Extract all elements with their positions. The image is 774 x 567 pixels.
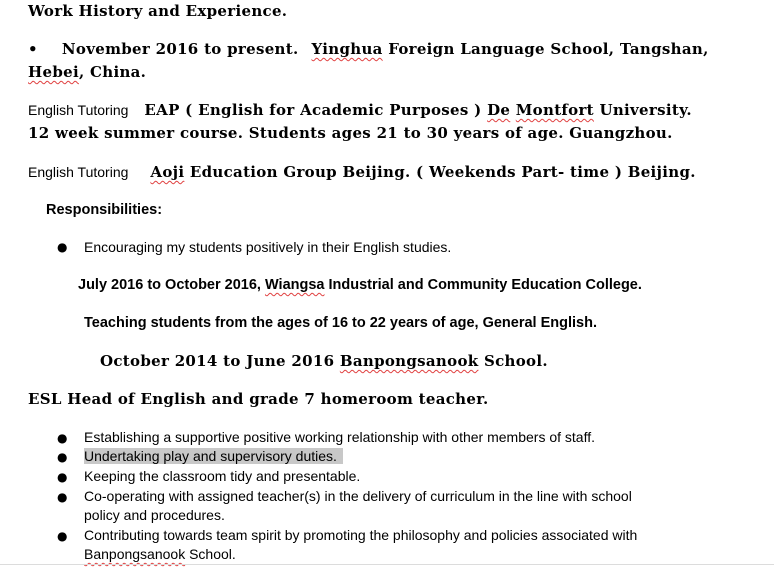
- university-name-part: Montfort: [515, 101, 594, 119]
- entry-wiangsa-desc: Teaching students from the ages of 16 to 22 years of age, General English.: [84, 315, 598, 331]
- responsibilities-label: Responsibilities:: [46, 202, 163, 218]
- entry-label: English Tutoring: [28, 164, 129, 180]
- entry-dates: November 2016 to present.: [61, 40, 299, 58]
- entry-text: EAP ( English for Academic Purposes ): [144, 101, 488, 119]
- bullet-icon: ●: [57, 470, 68, 484]
- list-item: Encouraging my students positively in their English studies.: [84, 239, 452, 255]
- entry-text: University.: [593, 101, 692, 119]
- university-name-part: De: [487, 101, 511, 119]
- list-item-continuation: [84, 545, 236, 564]
- entry-banpongsanook: [100, 351, 548, 371]
- entry-demontfort-line1: [28, 100, 692, 121]
- entry-label: English Tutoring: [28, 102, 129, 118]
- entry-aoji: [28, 162, 696, 183]
- selected-text[interactable]: Undertaking play and supervisory duties.: [84, 448, 343, 464]
- list-item: Co-operating with assigned teacher(s) in the delivery of curriculum in the line with school: [84, 488, 632, 504]
- list-item: Establishing a supportive positive working relationship with other members of staff.: [84, 429, 595, 445]
- entry-text: Education Group Beijing. ( Weekends Part- time ) Beijing.: [184, 163, 696, 181]
- entry-yinghua-line2: [28, 62, 146, 82]
- bullet-icon: ●: [57, 240, 68, 254]
- page-bottom-edge: [0, 564, 774, 565]
- entry-demontfort-line2: 12 week summer course. Students ages 21 to 30 years of age. Guangzhou.: [28, 124, 673, 142]
- entry-text: Industrial and Community Education College.: [324, 277, 642, 293]
- list-item: Contributing towards team spirit by promoting the philosophy and policies associated with: [84, 527, 638, 543]
- bullet-icon: ●: [57, 431, 68, 445]
- section-heading: Work History and Experience.: [28, 2, 288, 20]
- list-item-selected[interactable]: [84, 447, 343, 466]
- entry-text: School.: [478, 352, 548, 370]
- bullet-icon: ●: [57, 529, 68, 543]
- entry-text: July 2016 to October 2016,: [78, 277, 265, 293]
- list-item: Keeping the classroom tidy and presentable.: [84, 468, 361, 484]
- bullet-dot: •: [28, 40, 38, 58]
- company-name: Aoji: [150, 163, 185, 181]
- entry-text: , China.: [78, 63, 147, 81]
- school-name: Banpongsanook: [84, 546, 186, 562]
- school-name: Yinghua: [311, 40, 383, 58]
- role-title: ESL Head of English and grade 7 homeroom teacher.: [28, 390, 489, 408]
- bullet-icon: ●: [57, 450, 68, 464]
- entry-dates: October 2014 to June 2016: [100, 352, 340, 370]
- place-name: Hebei: [28, 63, 79, 81]
- school-name: Banpongsanook: [339, 352, 479, 370]
- list-item-continuation: policy and procedures.: [84, 507, 225, 523]
- bullet-icon: ●: [57, 490, 68, 504]
- entry-yinghua-line1: [28, 39, 709, 59]
- college-name: Wiangsa: [264, 277, 325, 293]
- entry-text: Foreign Language School, Tangshan,: [382, 40, 709, 58]
- entry-text: School.: [185, 546, 236, 562]
- entry-wiangsa: [78, 275, 642, 295]
